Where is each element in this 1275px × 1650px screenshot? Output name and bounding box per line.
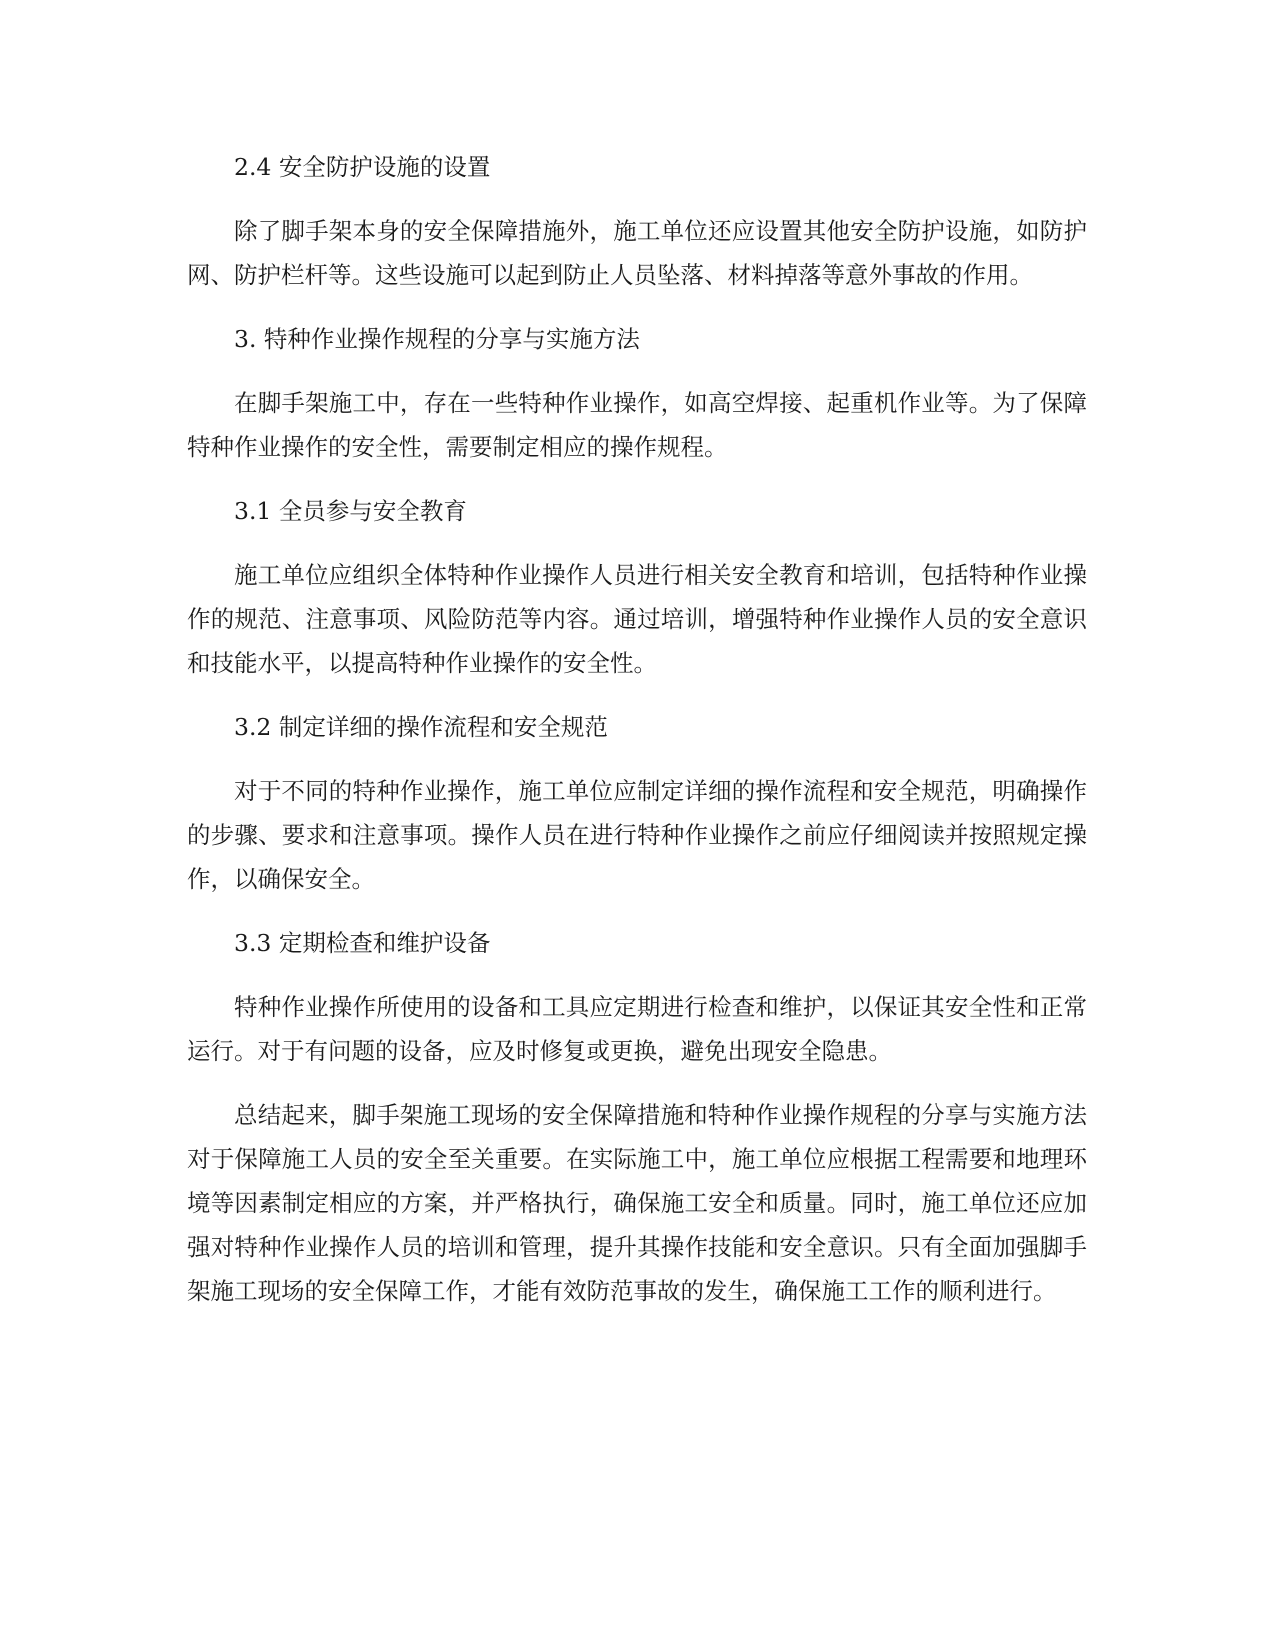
document-body xyxy=(187,145,1087,1333)
paragraph-equipment-maintenance: 特种作业操作所使用的设备和工具应定期进行检查和维护，以保证其安全性和正常运行。对于有问题的设备，应及时修复或更换，避免出现安全隐患。 xyxy=(187,993,1087,1065)
paragraph-safety-education: 施工单位应组织全体特种作业操作人员进行相关安全教育和培训，包括特种作业操作的规范、注意事项、风险防范等内容。通过培训，增强特种作业操作人员的安全意识和技能水平，以提高特种作业操作的安全性。 xyxy=(187,561,1087,677)
section-heading-3-2: 3.2 制定详细的操作流程和安全规范 xyxy=(234,713,608,741)
section-heading-3-3: 3.3 定期检查和维护设备 xyxy=(234,929,491,957)
section-heading-3-1: 3.1 全员参与安全教育 xyxy=(234,497,467,525)
paragraph-operation-procedures: 对于不同的特种作业操作，施工单位应制定详细的操作流程和安全规范，明确操作的步骤、要求和注意事项。操作人员在进行特种作业操作之前应仔细阅读并按照规定操作，以确保安全。 xyxy=(187,777,1087,893)
section-heading-2-4: 2.4 安全防护设施的设置 xyxy=(234,153,491,181)
paragraph-conclusion: 总结起来，脚手架施工现场的安全保障措施和特种作业操作规程的分享与实施方法对于保障施工人员的安全至关重要。在实际施工中，施工单位应根据工程需要和地理环境等因素制定相应的方案，并严格执行，确保施工安全和质量。同时，施工单位还应加强对特种作业操作人员的培训和管理，提升其操作技能和安全意识。只有全面加强脚手架施工现场的安全保障工作，才能有效防范事故的发生，确保施工工作的顺利进行。 xyxy=(187,1101,1087,1305)
section-heading-3: 3. 特种作业操作规程的分享与实施方法 xyxy=(234,325,640,353)
paragraph-protection-facilities: 除了脚手架本身的安全保障措施外，施工单位还应设置其他安全防护设施，如防护网、防护栏杆等。这些设施可以起到防止人员坠落、材料掉落等意外事故的作用。 xyxy=(187,217,1087,289)
paragraph-special-operations-intro: 在脚手架施工中，存在一些特种作业操作，如高空焊接、起重机作业等。为了保障特种作业操作的安全性，需要制定相应的操作规程。 xyxy=(187,389,1087,461)
